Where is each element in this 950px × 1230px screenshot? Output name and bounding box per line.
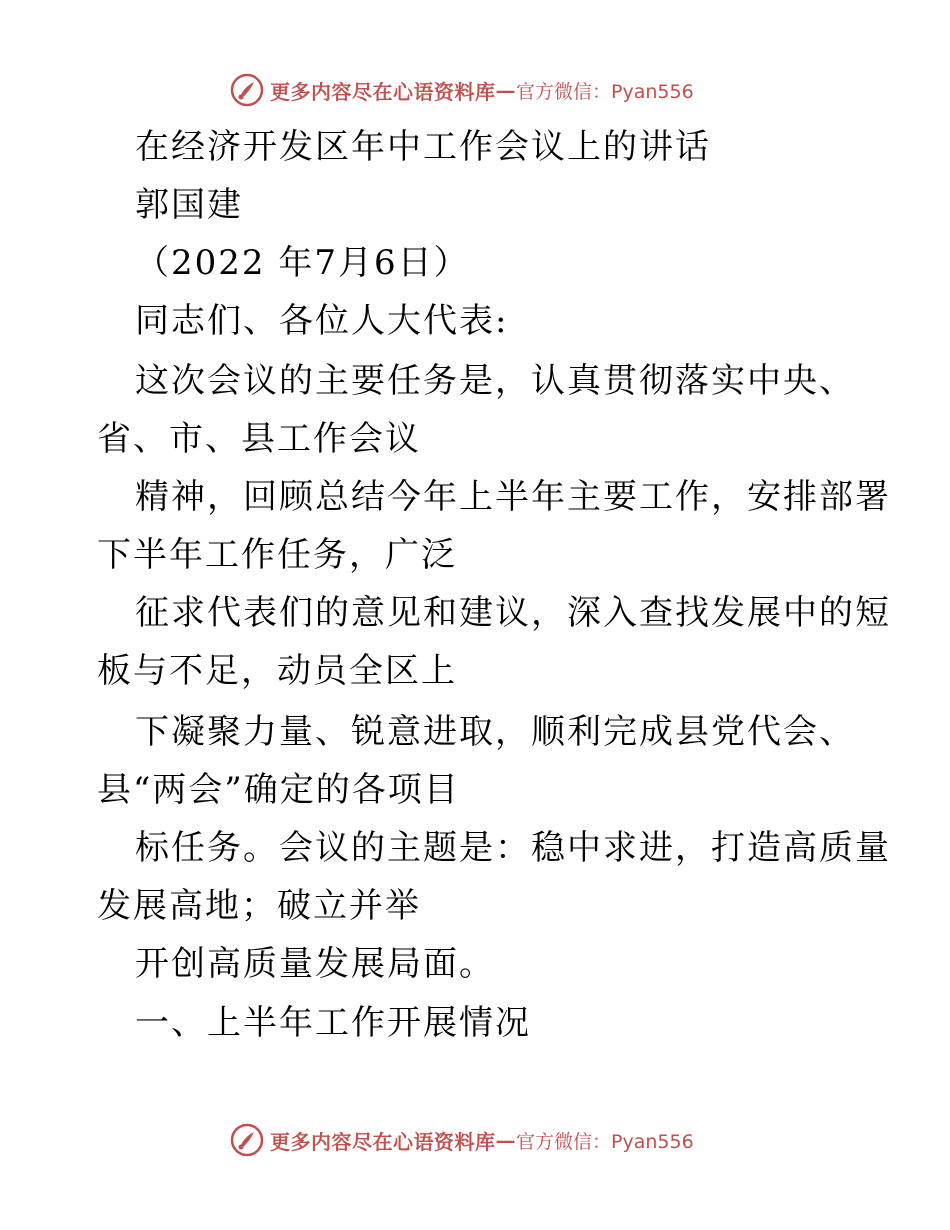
paragraph-line: 省、市、县工作会议 [97,419,421,459]
paragraph-line: 同志们、各位人大代表: [135,301,509,341]
document-date: （2022 年7月6日） [135,243,470,283]
paragraph-line: 开创高质量发展局面。 [135,944,495,984]
paragraph-line: 下半年工作任务，广泛 [97,535,457,575]
brush-pen-logo-icon [230,73,264,107]
banner-brand-text: 更多内容尽在心语资料库 [270,1129,496,1154]
banner-separator: — [495,78,516,102]
paragraph-line: 下凝聚力量、锐意进取，顺利完成县党代会、 [135,712,855,752]
paragraph-line: 县“两会”确定的各项目 [97,770,460,810]
banner-brand-text: 更多内容尽在心语资料库 [270,79,496,104]
section-heading: 一、上半年工作开展情况 [135,1003,531,1043]
banner-wechat-text: 官方微信：Pyan556 [516,1130,694,1153]
paragraph-line: 板与不足，动员全区上 [97,651,457,691]
brush-pen-logo-icon [230,1123,264,1157]
paragraph-line: 精神，回顾总结今年上半年主要工作，安排部署 [135,477,891,517]
document-author: 郭国建 [135,185,243,225]
paragraph-line: 标任务。会议的主题是：稳中求进，打造高质量 [135,828,891,868]
paragraph-line: 征求代表们的意见和建议，深入查找发展中的短 [135,593,891,633]
header-banner [230,70,750,110]
banner-separator: — [495,1128,516,1152]
paragraph-line: 这次会议的主要任务是，认真贯彻落实中央、 [135,361,855,401]
footer-banner [230,1120,750,1160]
document-title: 在经济开发区年中工作会议上的讲话 [135,127,711,167]
paragraph-line: 发展高地；破立并举 [97,886,421,926]
banner-wechat-text: 官方微信：Pyan556 [516,80,694,103]
